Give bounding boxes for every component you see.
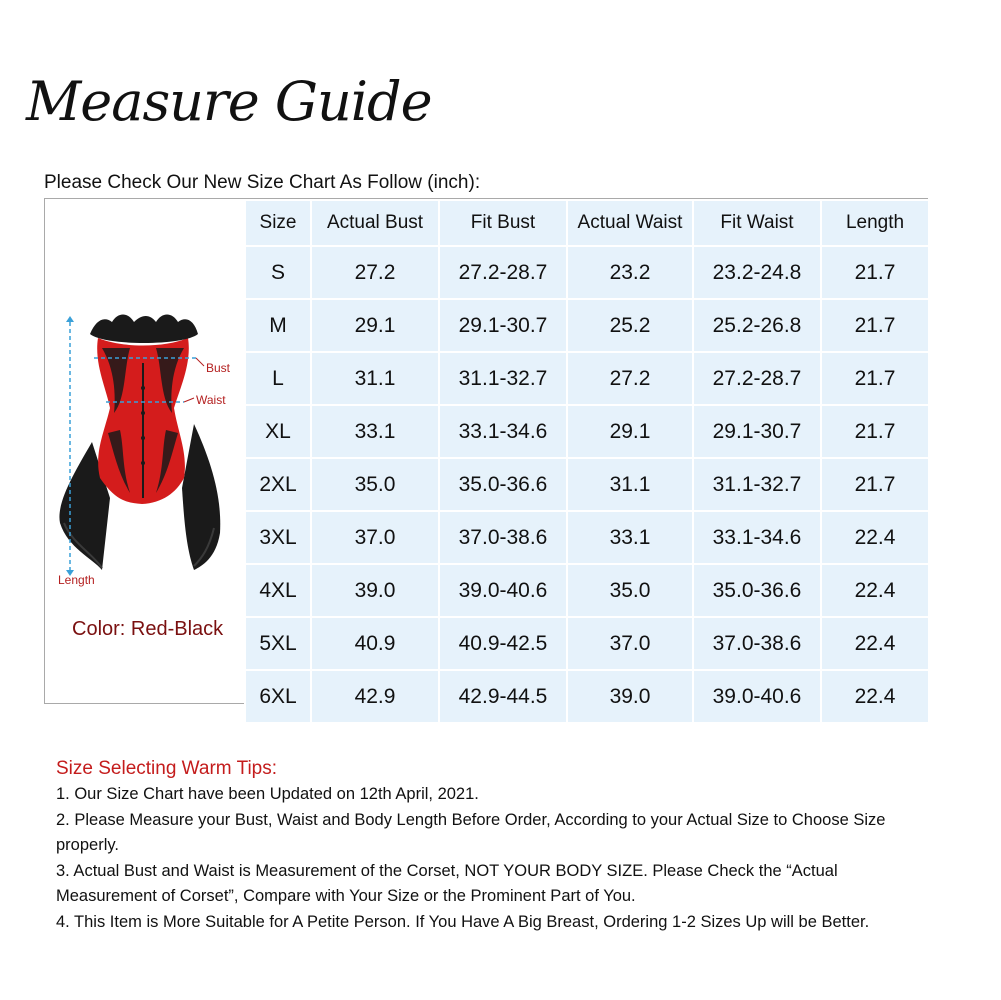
measurement-cell: 31.1 — [567, 458, 693, 511]
size-chart-row — [245, 246, 929, 299]
bust-label: Bust — [206, 361, 231, 375]
corset-skirt-right — [182, 424, 220, 570]
tip-item: 4. This Item is More Suitable for A Petite Person. If You Have A Big Breast, Ordering 1-2 Sizes Up will be Better. — [56, 912, 870, 931]
measurement-cell: 35.0 — [311, 458, 439, 511]
measurement-cell: 27.2 — [567, 352, 693, 405]
page-title: Measure Guide — [26, 70, 432, 133]
waist-label: Waist — [196, 393, 226, 407]
corset-ruffle — [90, 315, 198, 344]
measurement-cell: 23.2 — [567, 246, 693, 299]
measurement-cell: 35.0-36.6 — [693, 564, 821, 617]
size-chart-row — [245, 405, 929, 458]
measurement-cell: 29.1-30.7 — [693, 405, 821, 458]
measurement-cell: 31.1 — [311, 352, 439, 405]
size-chart-row — [245, 299, 929, 352]
measurement-cell: 25.2 — [567, 299, 693, 352]
measurement-cell: 21.7 — [821, 246, 929, 299]
measurement-cell: 22.4 — [821, 564, 929, 617]
size-cell: 3XL — [245, 511, 311, 564]
measurement-cell: 39.0-40.6 — [439, 564, 567, 617]
measurement-cell: 40.9 — [311, 617, 439, 670]
measurement-cell: 40.9-42.5 — [439, 617, 567, 670]
header-cell: Length — [821, 200, 929, 246]
measurement-cell: 27.2 — [311, 246, 439, 299]
measurement-cell: 37.0-38.6 — [439, 511, 567, 564]
size-chart-row — [245, 670, 929, 723]
measurement-cell: 35.0 — [567, 564, 693, 617]
measurement-cell: 21.7 — [821, 405, 929, 458]
size-cell: M — [245, 299, 311, 352]
tip-item: 1. Our Size Chart have been Updated on 12th April, 2021. — [56, 785, 479, 803]
header-cell: Actual Waist — [567, 200, 693, 246]
size-chart-row — [245, 352, 929, 405]
measurement-cell: 25.2-26.8 — [693, 299, 821, 352]
measurement-cell: 22.4 — [821, 617, 929, 670]
header-cell: Fit Bust — [439, 200, 567, 246]
measurement-cell: 37.0 — [311, 511, 439, 564]
color-label: Color: Red-Black — [72, 618, 224, 640]
measurement-cell: 42.9 — [311, 670, 439, 723]
measurement-cell: 27.2-28.7 — [693, 352, 821, 405]
size-chart-subtitle: Please Check Our New Size Chart As Follow (inch): — [44, 172, 481, 193]
measurement-cell: 29.1-30.7 — [439, 299, 567, 352]
header-cell: Fit Waist — [693, 200, 821, 246]
measurement-cell: 33.1-34.6 — [693, 511, 821, 564]
measurement-cell: 42.9-44.5 — [439, 670, 567, 723]
size-cell: 2XL — [245, 458, 311, 511]
size-cell: S — [245, 246, 311, 299]
measurement-cell: 21.7 — [821, 352, 929, 405]
measurement-cell: 29.1 — [567, 405, 693, 458]
measurement-cell: 22.4 — [821, 670, 929, 723]
measurement-cell: 29.1 — [311, 299, 439, 352]
size-chart-row — [245, 617, 929, 670]
tip-item: 3. Actual Bust and Waist is Measurement of the Corset, NOT YOUR BODY SIZE. Please Check the “Actual Measurement of Corset”, Compare with Your Size or the Prominent Part of You. — [56, 861, 838, 905]
length-label: Length — [58, 573, 95, 587]
measurement-cell: 31.1-32.7 — [439, 352, 567, 405]
measurement-cell: 39.0 — [311, 564, 439, 617]
size-cell: 4XL — [245, 564, 311, 617]
measurement-cell: 23.2-24.8 — [693, 246, 821, 299]
measurement-cell: 33.1 — [311, 405, 439, 458]
size-chart-row — [245, 511, 929, 564]
size-cell: 5XL — [245, 617, 311, 670]
measurement-cell: 35.0-36.6 — [439, 458, 567, 511]
measurement-cell: 21.7 — [821, 299, 929, 352]
tip-item: 2. Please Measure your Bust, Waist and Body Length Before Order, According to your Actual Size to Choose Size properly. — [56, 810, 886, 854]
size-chart-row — [245, 564, 929, 617]
measurement-cell: 21.7 — [821, 458, 929, 511]
measurement-cell: 33.1-34.6 — [439, 405, 567, 458]
measurement-cell: 37.0-38.6 — [693, 617, 821, 670]
header-cell: Actual Bust — [311, 200, 439, 246]
measurement-cell: 37.0 — [567, 617, 693, 670]
measurement-cell: 31.1-32.7 — [693, 458, 821, 511]
size-tips — [56, 756, 936, 935]
size-cell: L — [245, 352, 311, 405]
header-cell: Size — [245, 200, 311, 246]
tips-title: Size Selecting Warm Tips: — [56, 758, 278, 779]
size-chart-table — [244, 199, 930, 724]
measurement-cell: 27.2-28.7 — [439, 246, 567, 299]
measurement-cell: 39.0-40.6 — [693, 670, 821, 723]
measurement-cell: 33.1 — [567, 511, 693, 564]
size-cell: XL — [245, 405, 311, 458]
size-cell: 6XL — [245, 670, 311, 723]
measurement-cell: 39.0 — [567, 670, 693, 723]
size-chart-row — [245, 458, 929, 511]
measurement-cell: 22.4 — [821, 511, 929, 564]
size-chart-header-row — [245, 200, 929, 246]
